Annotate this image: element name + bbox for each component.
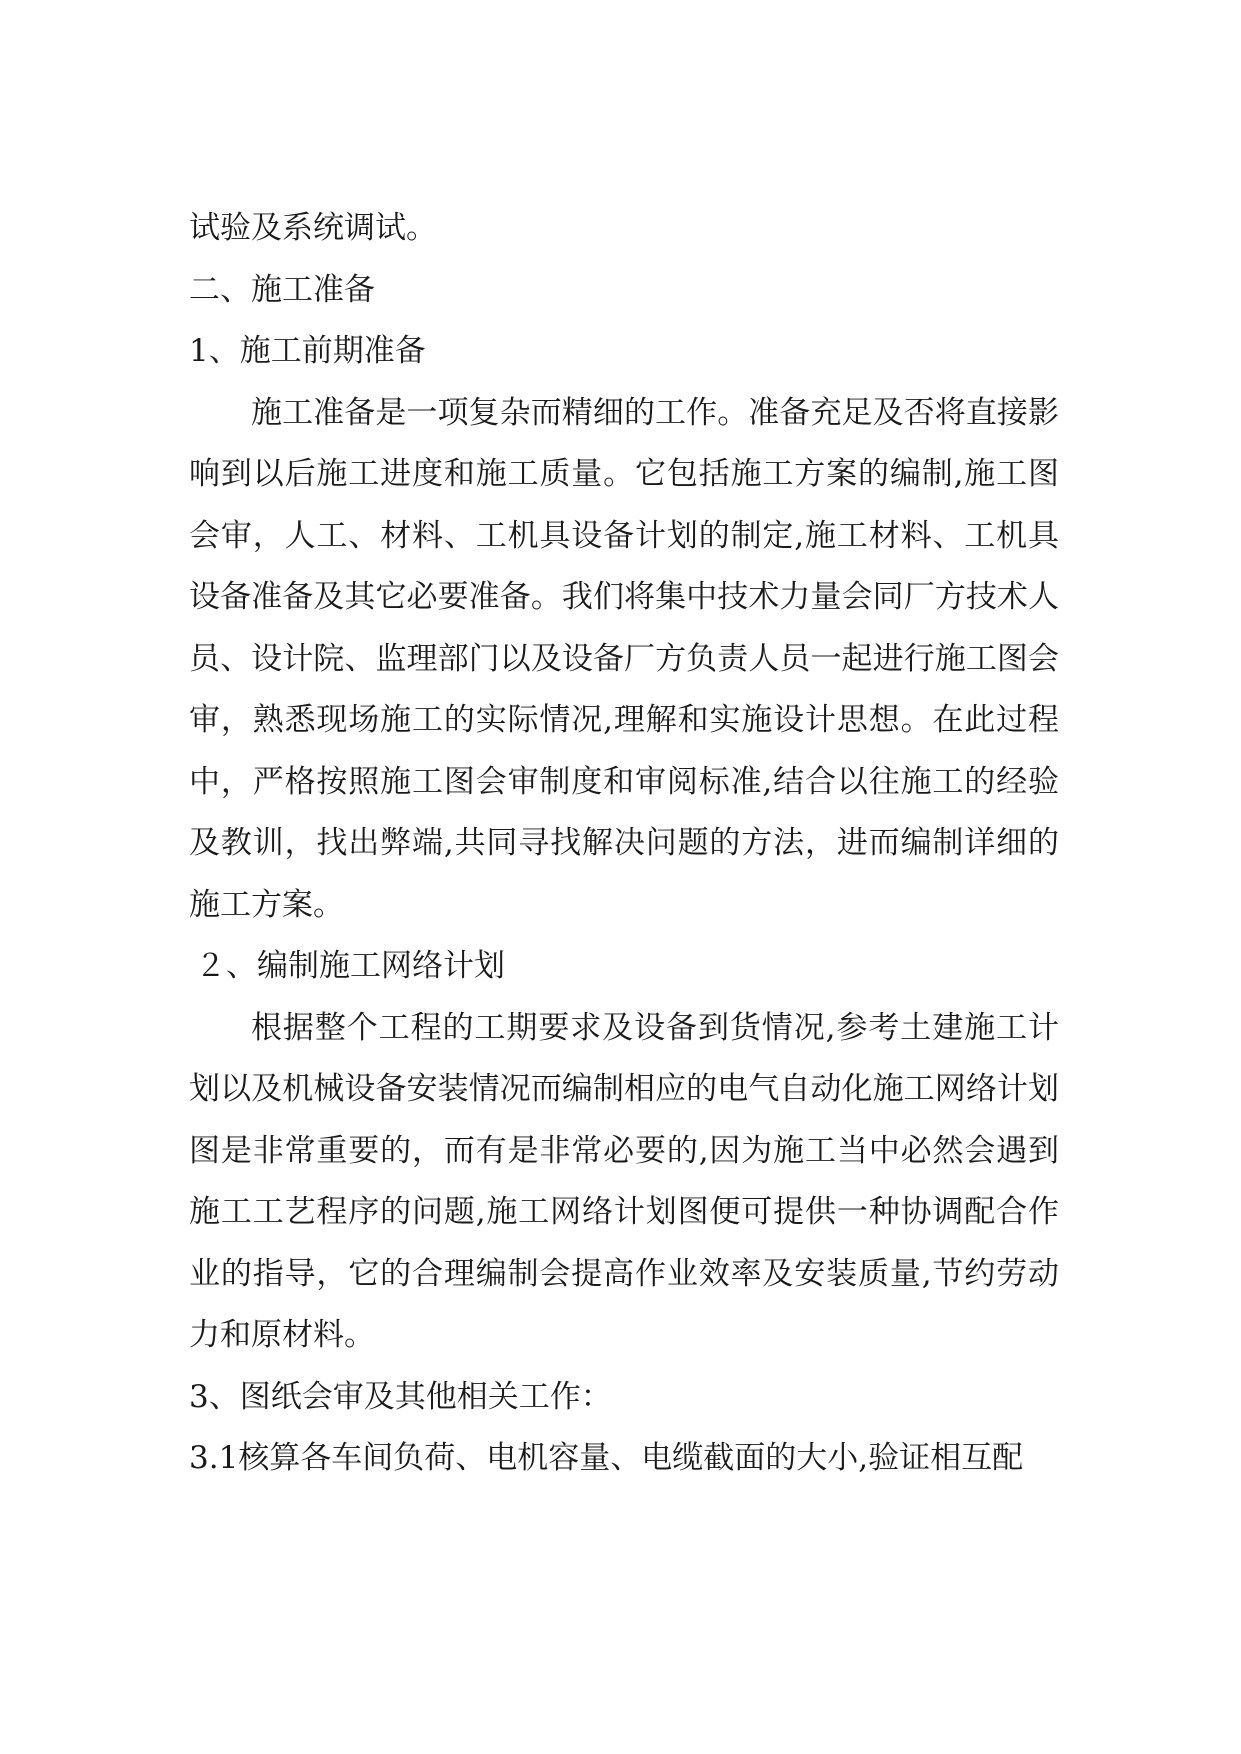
paragraph-3-1: 3.1核算各车间负荷、电机容量、电缆截面的大小,验证相互配: [189, 1440, 1024, 1476]
paragraph-continuation: 试验及系统调试。: [189, 210, 437, 246]
subheading-3: 3、图纸会审及其他相关工作：: [189, 1378, 612, 1415]
subheading-2: ２、编制施工网络计划: [195, 948, 505, 984]
document-body: [189, 198, 1059, 1490]
paragraph-preparation: 施工准备是一项复杂而精细的工作。准备充足及否将直接影响到以后施工进度和施工质量。它包括施工方案的编制,施工图会审，人工、材料、工机具设备计划的制定,施工材料、工机具设备准备及其它必要准备。我们将集中技术力量会同厂方技术人员、设计院、监理部门以及设备厂方负责人员一起进行施工图会审，熟悉现场施工的实际情况,理解和实施设计思想。在此过程中，严格按照施工图会审制度和审阅标准,结合以往施工的经验及教训，找出弊端,共同寻找解决问题的方法，进而编制详细的施工方案。: [189, 394, 1059, 923]
paragraph-network-plan: 根据整个工程的工期要求及设备到货情况,参考土建施工计划以及机械设备安装情况而编制相应的电气自动化施工网络计划图是非常重要的，而有是非常必要的,因为施工当中必然会遇到施工工艺程序的问题,施工网络计划图便可提供一种协调配合作业的指导，它的合理编制会提高作业效率及安装质量,节约劳动力和原材料。: [189, 1009, 1059, 1353]
section-heading-2: 二、施工准备: [189, 271, 375, 308]
subheading-1: 1、施工前期准备: [189, 333, 426, 369]
